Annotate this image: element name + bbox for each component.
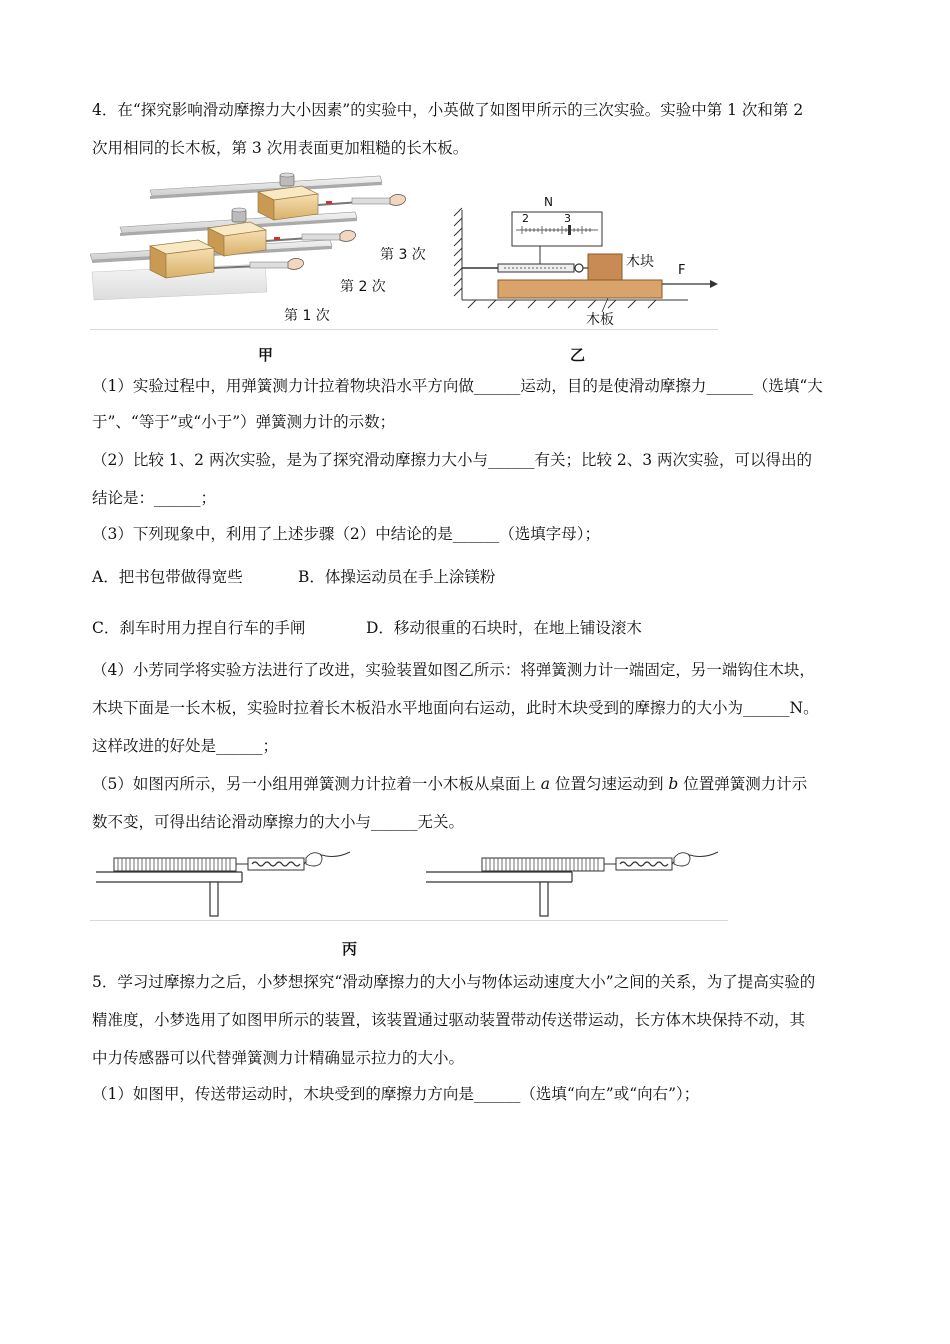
figure-bing (92, 842, 728, 920)
q4-p5-pre: （5）如图丙所示，另一小组用弹簧测力计拉着一小木板从桌面上 (92, 775, 541, 793)
q4-p5-pos-a: a (540, 775, 551, 793)
scale-unit: N (544, 195, 553, 209)
q4-option-a: A．把书包带做得宽些 (92, 568, 243, 586)
q4-p2-line2: 结论是：______； (92, 489, 217, 507)
q4-p5-mid: 位置匀速运动到 (550, 775, 669, 793)
hand-2 (340, 230, 356, 241)
q4-p4-line1: （4）小芳同学将实验方法进行了改进，实验装置如图乙所示：将弹簧测力计一端固定，另一端钩住木块， (92, 661, 815, 679)
figure-jia (90, 172, 440, 328)
label-block: 木块 (626, 254, 654, 270)
label-board: 木板 (586, 312, 614, 328)
q4-p5-line1 (92, 774, 807, 794)
label-trial-2: 第 2 次 (340, 279, 386, 295)
q4-p2-line1: （2）比较 1、2 两次实验，是为了探究滑动摩擦力大小与______有关；比较 2、3 两次实验，可以得出的 (92, 451, 813, 469)
q4-p1-line1: （1）实验过程中，用弹簧测力计拉着物块沿水平方向做______运动，目的是使滑动摩擦力______（选填“大 (92, 377, 823, 395)
q4-p4-line3: 这样改进的好处是______； (92, 737, 279, 755)
scale-tick-2: 2 (522, 212, 529, 225)
figure-yi (448, 188, 723, 328)
hand-3 (390, 194, 406, 205)
label-trial-1: 第 1 次 (284, 308, 330, 324)
q4-intro-line2: 次用相同的长木板，第 3 次用表面更加粗糙的长木板。 (92, 139, 469, 157)
scale-tick-3: 3 (564, 212, 571, 225)
caption-jia: 甲 (258, 346, 274, 364)
board-right (482, 852, 718, 871)
q5-p1: （1）如图甲，传送带运动时，木块受到的摩擦力方向是______（选填“向左”或“向右”）； (92, 1085, 700, 1103)
q5-intro-line3: 中力传感器可以代替弹簧测力计精确显示拉力的大小。 (92, 1049, 465, 1067)
table-left (96, 872, 242, 916)
q4-p4-line2: 木块下面是一长木板，实验时拉着长木板沿水平地面向右运动，此时木块受到的摩擦力的大小为______N。 (92, 699, 819, 717)
q4-p3: （3）下列现象中，利用了上述步骤（2）中结论的是______（选填字母）； (92, 525, 600, 543)
q4-p5-post: 位置弹簧测力计示 (678, 775, 808, 793)
caption-bing: 丙 (342, 940, 358, 958)
q4-intro-line1: 4．在“探究影响滑动摩擦力大小因素”的实验中，小英做了如图甲所示的三次实验。实验中第 1 次和第 2 (92, 101, 804, 119)
label-trial-3: 第 3 次 (380, 247, 426, 263)
q4-option-b: B．体操运动员在手上涂镁粉 (298, 568, 496, 586)
q4-p5-pos-b: b (668, 775, 679, 793)
board-left (114, 852, 350, 871)
q4-option-d: D．移动很重的石块时，在地上铺设滚木 (366, 619, 642, 637)
figure-separator-1 (90, 329, 718, 330)
q5-intro-line2: 精准度，小梦选用了如图甲所示的装置，该装置通过驱动装置带动传送带运动，长方体木块保持不动，其 (92, 1011, 806, 1029)
q4-p5-line2: 数不变，可得出结论滑动摩擦力的大小与______无关。 (92, 813, 465, 831)
figure-separator-2 (90, 920, 728, 921)
hand-1 (288, 258, 304, 269)
table-right (426, 872, 572, 916)
label-force: F (678, 263, 686, 278)
q4-p1-line2: 于”、“等于”或“小于”）弹簧测力计的示数； (92, 413, 396, 431)
caption-yi: 乙 (570, 346, 586, 364)
q5-intro-line1: 5．学习过摩擦力之后，小梦想探究“滑动摩擦力的大小与物体运动速度大小”之间的关系，为了提高实验的 (92, 973, 816, 991)
q4-option-c: C．刹车时用力捏自行车的手闸 (92, 619, 306, 637)
